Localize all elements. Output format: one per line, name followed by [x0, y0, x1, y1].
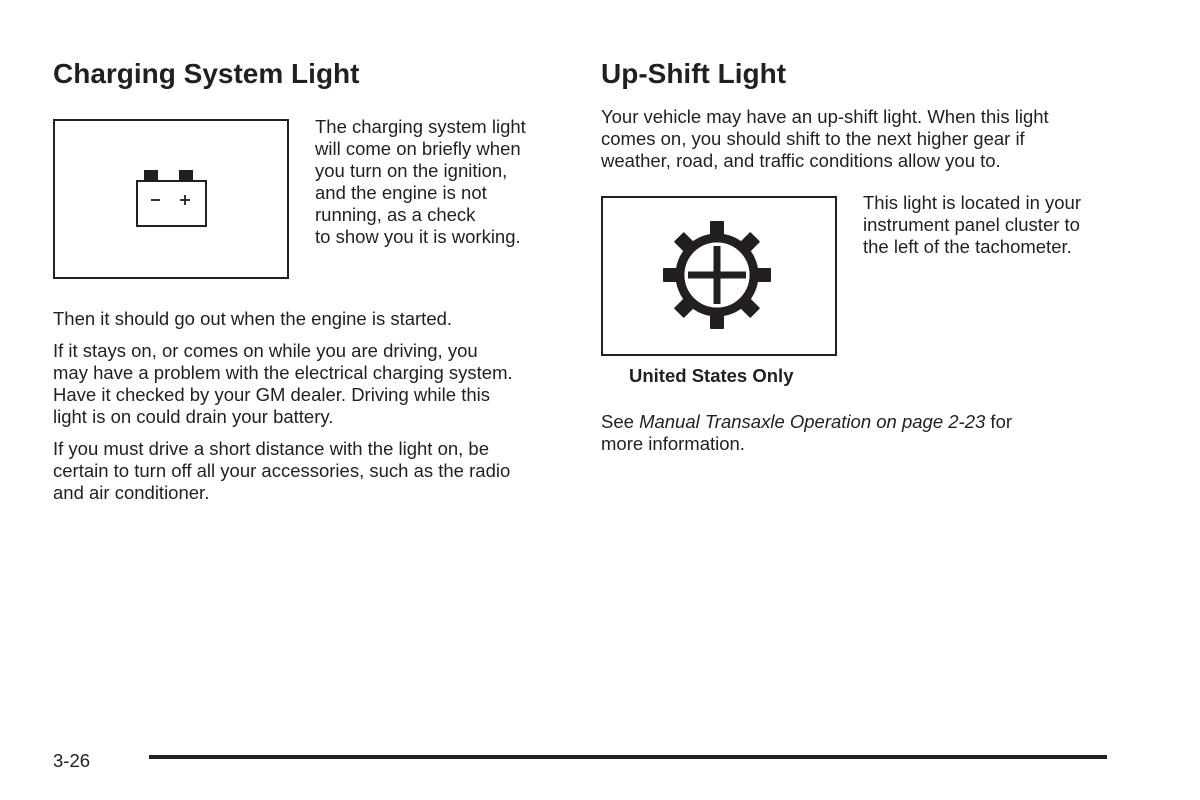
upshift-location-text	[863, 192, 1081, 258]
footer-rule	[149, 755, 1107, 759]
text-line: instrument panel cluster to	[863, 214, 1080, 235]
text-line: light is on could drain your battery.	[53, 406, 334, 427]
upshift-see-reference	[601, 411, 1012, 455]
text-line: certain to turn off all your accessories, such as the radio	[53, 460, 511, 481]
text-line: and air conditioner.	[53, 482, 210, 503]
text-line: running, as a check	[315, 204, 476, 225]
text-line: The charging system light	[315, 116, 526, 137]
text-line: may have a problem with the electrical charging system.	[53, 362, 513, 383]
upshift-intro	[601, 106, 1049, 172]
battery-icon	[55, 121, 287, 277]
charging-para-3	[53, 438, 510, 504]
upshift-gear-icon	[603, 198, 835, 354]
text-line: If it stays on, or comes on while you are driving, you	[53, 340, 478, 361]
text-line: comes on, you should shift to the next higher gear if	[601, 128, 1025, 149]
text-line: If you must drive a short distance with the light on, be	[53, 438, 490, 459]
text-line: to show you it is working.	[315, 226, 521, 247]
text-line: Have it checked by your GM dealer. Driving while this	[53, 384, 490, 405]
charging-para-1: Then it should go out when the engine is started.	[53, 308, 453, 329]
text-line: more information.	[601, 433, 745, 454]
text-line: you turn on the ignition,	[315, 160, 508, 181]
text-line: the left of the tachometer.	[863, 236, 1072, 257]
charging-system-heading: Charging System Light	[53, 58, 360, 89]
see-suffix: for	[985, 411, 1013, 432]
charging-intro	[315, 116, 526, 248]
see-prefix: See	[601, 411, 640, 432]
text-line: Your vehicle may have an up-shift light. When this light	[601, 106, 1049, 127]
charging-light-figure	[53, 119, 289, 279]
text-line: will come on briefly when	[315, 138, 521, 159]
text-line: and the engine is not	[315, 182, 487, 203]
page-number: 3-26	[53, 750, 91, 771]
charging-para-2	[53, 340, 513, 428]
text-line: weather, road, and traffic conditions allow you to.	[601, 150, 1001, 171]
text-line: This light is located in your	[863, 192, 1081, 213]
cross-reference-link[interactable]: Manual Transaxle Operation on page 2-23	[639, 411, 986, 432]
text-line	[601, 411, 1012, 433]
upshift-heading: Up-Shift Light	[601, 58, 787, 89]
upshift-light-figure	[601, 196, 837, 356]
figure-caption: United States Only	[629, 365, 794, 386]
